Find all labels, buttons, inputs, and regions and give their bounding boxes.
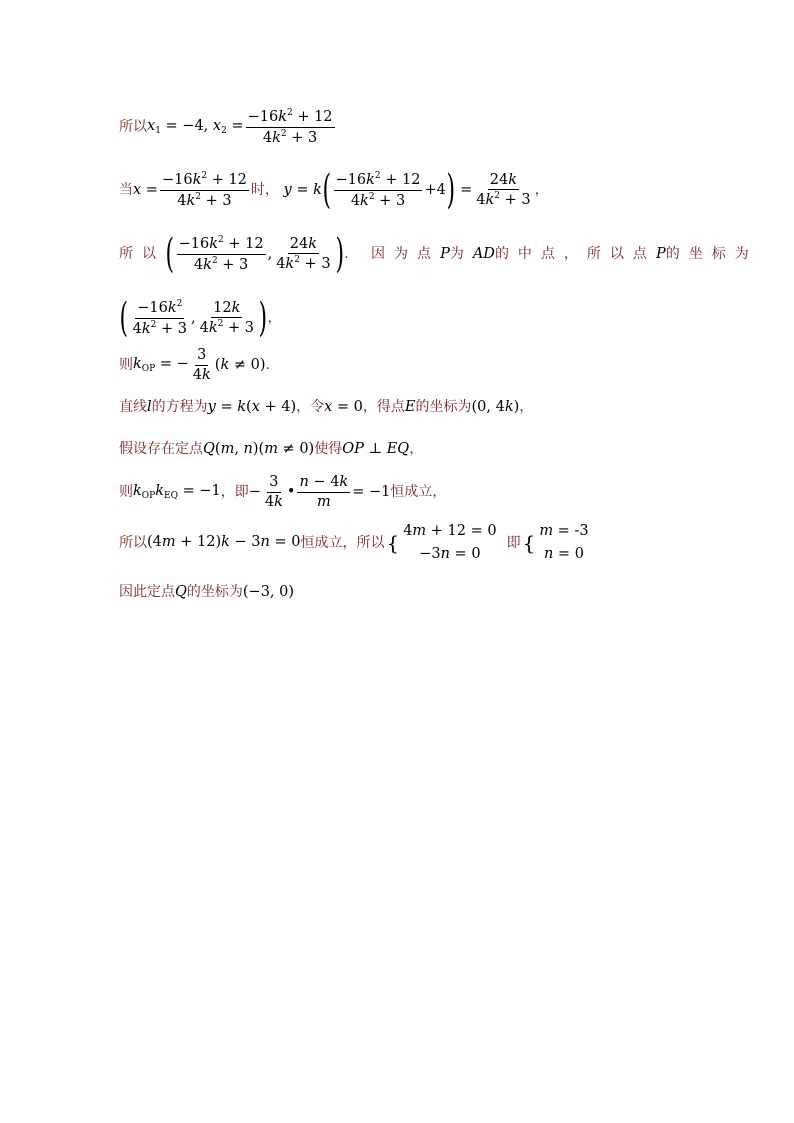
solution-line-2: 当 x = $\frac{-16k^2 + 12}{4k^2 + 3}$ 时， y = k ( $\frac{-16k^2 + 12}{4k^2 + 3}$ +4 ) = $\frac{24k}{4k^2 + 3}$ ， — [119, 167, 549, 213]
fraction-x2: $\frac{-16k^2 + 12}{4k^2 + 3}$ — [247, 108, 333, 146]
text-so-9: 所以 — [119, 534, 147, 551]
text-line: 直线 — [119, 399, 147, 416]
text-then-8: 则 — [119, 484, 133, 500]
answer-coordinate: (−3, 0) — [242, 584, 295, 600]
text-coord-is-10: 的坐标为 — [186, 584, 243, 601]
fraction-n-minus-4k: $\frac{n - 4k}{m}$ — [299, 474, 349, 510]
solution-line-4: ( $\frac{-16k^2}{4k^2 + 3}$ , $\frac{12k}{4k^2 + 3}$ ) ， — [119, 295, 282, 341]
text-coordinates: 的坐标为 — [665, 246, 758, 262]
fraction-d-y: $\frac{24k}{4k^2 + 3}$ — [276, 235, 331, 272]
text-comma-7: ， — [409, 441, 424, 458]
text-midpoint: 的中点，所以点 — [494, 246, 656, 262]
text-always-holds-so: 恒成立，所以 — [300, 534, 385, 551]
fraction-p-x: $\frac{-16k^2}{4k^2 + 3}$ — [132, 299, 187, 337]
text-get-point: ，得点 — [362, 399, 405, 416]
solution-line-3: 所以 ( $\frac{-16k^2 + 12}{4k^2 + 3}$ , $\frac{24k}{4k^2 + 3}$ ) . 因为点 P 为 AD 的中点，所以点 P 的坐标为 — [119, 231, 758, 277]
fraction-three-over-4k: $\frac{3}{4k}$ — [264, 474, 283, 510]
text-comma-6: ， — [519, 399, 534, 416]
text-equation-is: 的方程为 — [151, 399, 208, 416]
text-namely: ，即 — [220, 484, 249, 500]
solution-line-10: 因此定点 Q 的坐标为 (−3, 0) — [119, 584, 295, 601]
math-x1-x2: $x_1 = -4$, $x_2$ = — [147, 117, 244, 136]
fraction-slope-op: $\frac{3}{4k}$ — [192, 347, 211, 383]
text-therefore: 因此定点 — [119, 584, 175, 601]
text-then: 则 — [119, 357, 133, 373]
system-solution: m = -3 n = 0 — [539, 523, 589, 562]
text-comma: ， — [534, 182, 549, 198]
text-assume: 假设存在定点 — [119, 441, 203, 458]
solution-line-5: 则 $k_{OP}$ = − $\frac{3}{4k}$ (k ≠ 0) . — [119, 347, 270, 383]
solution-line-9: 所以 (4m + 12)k − 3n = 0 恒成立，所以 { 4m + 12 = 0 −3n = 0 即 { m = -3 n = 0 — [119, 523, 589, 562]
solution-line-8: 则 $k_{OP}k_{EQ} = -1$ ，即 − $\frac{3}{4k}$ • $\frac{n - 4k}{m}$ = −1 恒成立， — [119, 474, 447, 510]
text-so-spaced: 所以 — [119, 246, 165, 262]
text-always-holds: 恒成立， — [390, 484, 447, 500]
text-coord-is: 的坐标为 — [415, 399, 472, 416]
text-time: 时， — [250, 182, 279, 198]
fraction-inner: $\frac{-16k^2 + 12}{4k^2 + 3}$ — [335, 171, 421, 209]
fraction-d-x: $\frac{-16k^2 + 12}{4k^2 + 3}$ — [178, 235, 264, 273]
fraction-p-y: $\frac{12k}{4k^2 + 3}$ — [199, 299, 254, 336]
text-period: . — [265, 357, 270, 373]
text-comma-4: ， — [267, 310, 282, 326]
system-equations: 4m + 12 = 0 −3n = 0 — [403, 523, 497, 562]
fraction-y-value: $\frac{24k}{4k^2 + 3}$ — [476, 171, 531, 208]
text-such-that: 使得 — [314, 441, 343, 458]
text-let: ，令 — [296, 399, 325, 416]
solution-line-1 — [119, 109, 337, 145]
fraction-x-value: $\frac{-16k^2 + 12}{4k^2 + 3}$ — [161, 171, 247, 209]
text-because-point: . 因为点 — [344, 246, 441, 262]
text-namely-9: 即 — [506, 534, 521, 551]
text-when: 当 — [119, 182, 133, 198]
solution-line-6: 直线 l 的方程为 y = k(x + 4) ，令 x = 0 ，得点 E 的坐标为 (0, 4k) ， — [119, 399, 534, 416]
solution-line-7: 假设存在定点 Q(m, n)(m ≠ 0) 使得 OP ⊥ EQ ， — [119, 441, 424, 458]
text-is: 为 — [449, 246, 473, 262]
text-so: 所以 — [119, 119, 147, 135]
